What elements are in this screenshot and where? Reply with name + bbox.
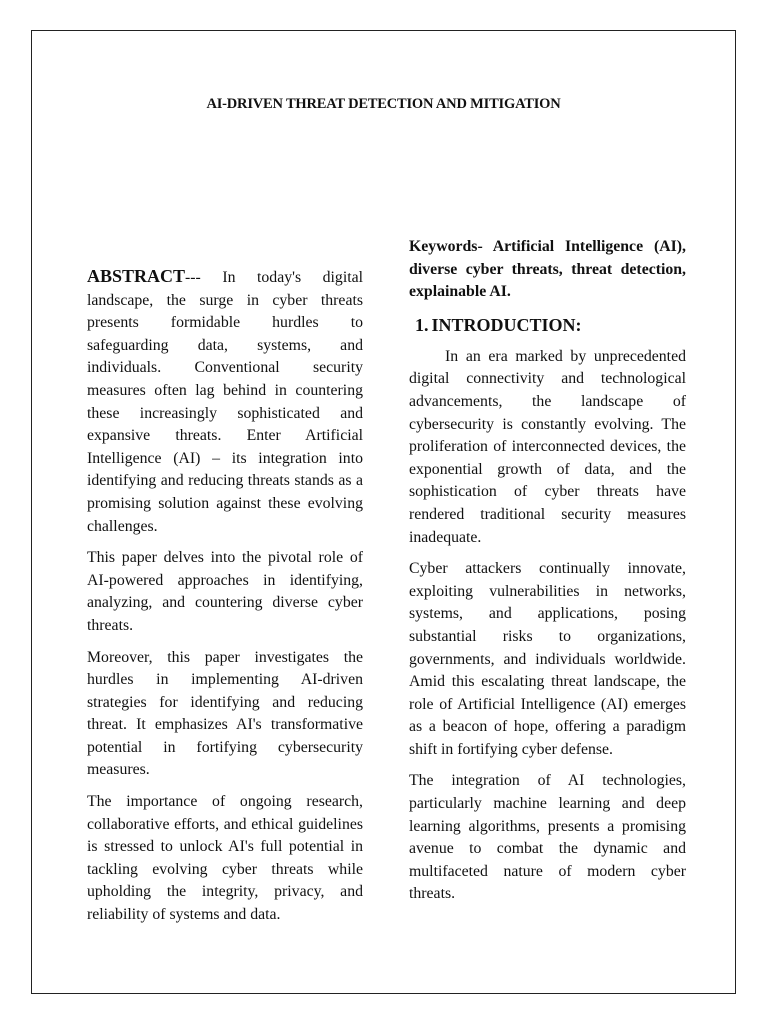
abstract-paragraph-4: The importance of ongoing research, collaborative efforts, and ethical guidelines is stressed to unlock AI's full potential in tackling evolving cyber threats while upholding the integrity, privacy, and reliability of systems and data. [87, 793, 363, 924]
abstract-text-1: In today's digital landscape, the surge in cyber threats presents formidable hurdles to safeguarding data, systems, and individuals. Conventional security measures often lag behind in countering these increasingly sophisticated and expansive threats. Enter Artificial Intelligence (AI) – its integration into identifying and reducing threats stands as a promising solution against these evolving challenges. [87, 269, 363, 535]
paper-title: AI-DRIVEN THREAT DETECTION AND MITIGATION [206, 96, 561, 112]
abstract-heading: ABSTRACT [87, 266, 186, 286]
right-column [409, 236, 686, 915]
introduction-heading [415, 313, 686, 337]
left-column [87, 265, 363, 936]
abstract-dashes: --- [185, 269, 201, 286]
abstract-paragraph-2: This paper delves into the pivotal role of AI-powered approaches in identifying, analyzing, and countering diverse cyber threats. [87, 549, 363, 634]
introduction-paragraph-1: In an era marked by unprecedented digital connectivity and technological advancements, the landscape of cybersecurity is constantly evolving. The proliferation of interconnected devices, the exponential growth of data, and the sophistication of cyber threats have rendered traditional security measures inadequate. [409, 347, 686, 546]
section-title: INTRODUCTION: [431, 314, 582, 335]
abstract-paragraph-1 [87, 265, 363, 538]
section-number: 1. [415, 314, 429, 335]
keywords: Keywords- Artificial Intelligence (AI), diverse cyber threats, threat detection, explainable AI. [409, 238, 686, 301]
introduction-paragraph-2: Cyber attackers continually innovate, exploiting vulnerabilities in networks, systems, and applications, posing substantial risks to organizations, governments, and individuals worldwide. Amid this escalating threat landscape, the role of Artificial Intelligence (AI) emerges as a beacon of hope, offering a paradigm shift in fortifying cyber defense. [409, 560, 686, 758]
abstract-paragraph-3: Moreover, this paper investigates the hurdles in implementing AI-driven strategies for identifying and reducing threat. It emphasizes AI's transformative potential in fortifying cybersecurity measures. [87, 648, 363, 779]
introduction-paragraph-3: The integration of AI technologies, particularly machine learning and deep learning algorithms, presents a promising avenue to combat the dynamic and multifaceted nature of modern cyber threats. [409, 772, 686, 903]
